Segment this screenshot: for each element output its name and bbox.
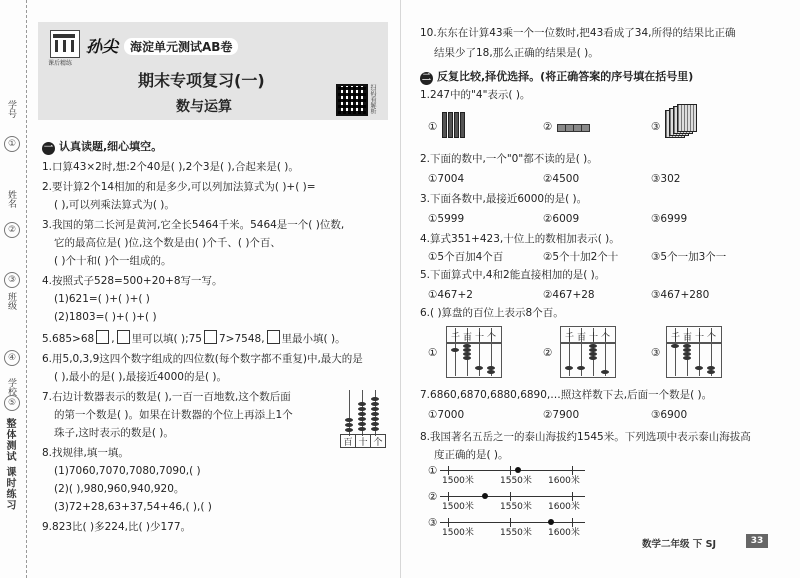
abacus-label: 个	[487, 333, 497, 343]
option-label[interactable]: ①	[428, 121, 438, 133]
tick-label: 1500米	[442, 528, 474, 538]
option-1-number-line	[440, 470, 585, 471]
option-label[interactable]: ①7000	[428, 409, 465, 421]
section-number: 一	[43, 143, 53, 153]
question-7-line-3: 珠子,这时表示的数是( )。	[54, 427, 174, 439]
question-4: 4.按照式子528=500+20+8写一写。	[42, 275, 223, 287]
question-5	[42, 330, 346, 346]
page-fold	[400, 0, 401, 578]
q5-text: 里可以填( );75	[131, 333, 202, 345]
abacus-label: 千	[451, 333, 461, 343]
section-title: 反复比较,择优选择。(将正确答案的序号填在括号里)	[437, 70, 694, 83]
answer-box[interactable]	[204, 330, 217, 344]
abacus-label: 千	[671, 333, 681, 343]
spine-circle: ②	[4, 222, 20, 238]
question-8-part-1: (1)7060,7070,7080,7090,( )	[54, 465, 201, 477]
answer-box[interactable]	[117, 330, 130, 344]
tick-label: 1550米	[500, 502, 532, 512]
logo-caption: 课后精练	[48, 60, 73, 67]
option-label[interactable]: ①5个百加4个百	[428, 251, 504, 263]
tick-label: 1550米	[500, 476, 532, 486]
question-4-part-2: (2)1803=( )+( )+( )	[54, 311, 157, 323]
choice-question-5: 5.下面算式中,4和2能直接相加的是( )。	[420, 269, 606, 281]
q5-text: 里最小填( )。	[281, 333, 346, 345]
option-3-number-line	[440, 522, 585, 523]
choice-question-1: 1.247中的"4"表示( )。	[420, 89, 531, 101]
option-label[interactable]: ③	[651, 347, 661, 359]
question-1: 1.口算43×2时,想:2个40是( ),2个3是( ),合起来是( )。	[42, 161, 299, 173]
question-8: 8.找规律,填一填。	[42, 447, 129, 459]
option-label[interactable]: ②6009	[543, 213, 580, 225]
abacus-label: 十	[475, 333, 485, 343]
answer-box[interactable]	[96, 330, 109, 344]
option-label[interactable]: ②5个十加2个十	[543, 251, 619, 263]
header-banner	[38, 22, 388, 120]
option-label[interactable]: ②	[543, 347, 553, 359]
choice-question-2: 2.下面的数中,一个"0"都不读的是( )。	[420, 153, 598, 165]
q5-text: 7>7548,	[219, 333, 265, 345]
page-number: 33	[746, 534, 768, 548]
option-3-abacus	[666, 326, 722, 378]
option-label[interactable]: ③	[428, 517, 438, 529]
q7-counter	[340, 390, 386, 448]
question-3-line-1: 3.我国的第二长河是黄河,它全长5464千米。5464是一个( )位数,	[42, 219, 345, 231]
section-2-heading	[420, 68, 693, 85]
tick-label: 1500米	[442, 476, 474, 486]
spine-circle: ④	[4, 350, 20, 366]
tick-label: 1550米	[500, 528, 532, 538]
spine-circle: ⑤	[4, 395, 20, 411]
spine-label-name: 姓名	[6, 190, 16, 208]
counter-label: 个	[373, 438, 383, 448]
question-8-part-2: (2)( ),980,960,940,920。	[54, 483, 185, 495]
spine-label-class: 班级	[6, 292, 16, 310]
abacus-label: 个	[707, 333, 717, 343]
pavilion-logo-icon	[50, 30, 80, 58]
option-label[interactable]: ①	[428, 465, 438, 477]
tick-label: 1600米	[548, 476, 580, 486]
abacus-label: 十	[695, 333, 705, 343]
option-label[interactable]: ②	[543, 121, 553, 133]
tick-label: 1600米	[548, 502, 580, 512]
abacus-label: 百	[577, 333, 587, 343]
abacus-label: 十	[589, 333, 599, 343]
option-label[interactable]: ③302	[651, 173, 681, 185]
tick-label: 1500米	[442, 502, 474, 512]
option-label[interactable]: ①7004	[428, 173, 465, 185]
choice-question-4: 4.算式351+423,十位上的数相加表示( )。	[420, 233, 620, 245]
option-label[interactable]: ②7900	[543, 409, 580, 421]
question-8-part-3: (3)72+28,63+37,54+46,( ),( )	[54, 501, 212, 513]
question-3-line-2: 它的最高位是( )位,这个数是由( )个千、( )个百、	[54, 237, 281, 249]
section-title: 认真读题,细心填空。	[59, 140, 163, 153]
counter-label: 十	[356, 435, 371, 447]
option-label[interactable]: ②	[428, 491, 438, 503]
question-2-line-2: ( ),可以列乘法算式为( )。	[54, 199, 175, 211]
question-6-line-2: ( ),最小的是( ),最接近4000的是( )。	[54, 371, 227, 383]
choice-question-8-line-2: 度正确的是( )。	[434, 449, 509, 461]
page-subtitle: 数与运算	[176, 99, 232, 115]
question-6-line-1: 6.用5,0,3,9这四个数字组成的四位数(每个数字都不重复)中,最大的是	[42, 353, 363, 365]
question-7-line-2: 的第一个数是( )。如果在计数器的个位上再添上1个	[54, 409, 293, 421]
option-label[interactable]: ③6900	[651, 409, 688, 421]
choice-question-7: 7.6860,6870,6880,6890,…照这样数下去,后面一个数是( )。	[420, 389, 713, 401]
spine-circle: ①	[4, 136, 20, 152]
section-number: 二	[421, 73, 431, 83]
footer-text: 数学二年级 下 SJ	[642, 539, 716, 550]
tick-label: 1600米	[548, 528, 580, 538]
question-3-line-3: ( )个十和( )个一组成的。	[54, 255, 172, 267]
spine-label-student-number: 学号	[6, 100, 16, 118]
choice-question-3: 3.下面各数中,最接近6000的是( )。	[420, 193, 588, 205]
abacus-label: 千	[565, 333, 575, 343]
abacus-label: 百	[683, 333, 693, 343]
question-4-part-1: (1)621=( )+( )+( )	[54, 293, 150, 305]
option-label[interactable]: ③	[651, 121, 661, 133]
abacus-label: 百	[463, 333, 473, 343]
qr-caption: 扫码看解析	[369, 84, 376, 114]
q5-text: 5.685>68	[42, 333, 95, 345]
option-label[interactable]: ③467+280	[651, 289, 710, 301]
brand-name: 孙尖	[86, 37, 119, 56]
option-1-abacus	[446, 326, 502, 378]
question-2-line-1: 2.要计算2个14相加的和是多少,可以列加法算式为( )+( )=	[42, 181, 316, 193]
series-title: 海淀单元测试AB卷	[124, 38, 238, 55]
choice-question-6: 6.( )算盘的百位上表示8个百。	[420, 307, 564, 319]
spine-circle: ③	[4, 272, 20, 288]
abacus-label: 个	[601, 333, 611, 343]
q5-text: ,	[111, 333, 115, 345]
question-9: 9.823比( )多224,比( )少177。	[42, 521, 192, 533]
option-label[interactable]: ③6999	[651, 213, 688, 225]
page-title: 期末专项复习(一)	[138, 71, 265, 90]
option-2-number-line	[440, 496, 585, 497]
option-2-abacus	[560, 326, 616, 378]
option-label[interactable]: ②4500	[543, 173, 580, 185]
choice-question-8-line-1: 8.我国著名五岳之一的泰山海拔约1545米。下列选项中表示泰山海拔高	[420, 431, 751, 443]
spine-label-school: 学校	[6, 378, 16, 396]
qr-code-icon[interactable]	[336, 84, 368, 116]
binding-spine	[0, 0, 27, 578]
option-3-hundreds-block-image	[677, 104, 697, 132]
section-1-heading	[42, 138, 162, 155]
counter-label: 百	[341, 435, 356, 447]
question-10-line-1: 10.东东在计算43乘一个一位数时,把43看成了34,所得的结果比正确	[420, 27, 736, 39]
option-label[interactable]: ②467+28	[543, 289, 595, 301]
question-10-line-2: 结果少了18,那么正确的结果是( )。	[434, 47, 599, 59]
option-label[interactable]: ①	[428, 347, 438, 359]
option-label[interactable]: ①5999	[428, 213, 465, 225]
answer-box[interactable]	[267, 330, 280, 344]
spine-banner: 整体测试 课时练习	[4, 418, 15, 511]
option-label[interactable]: ①467+2	[428, 289, 473, 301]
option-label[interactable]: ③5个一加3个一	[651, 251, 727, 263]
question-7-line-1: 7.右边计数器表示的数是( ),一百一百地数,这个数后面	[42, 391, 291, 403]
